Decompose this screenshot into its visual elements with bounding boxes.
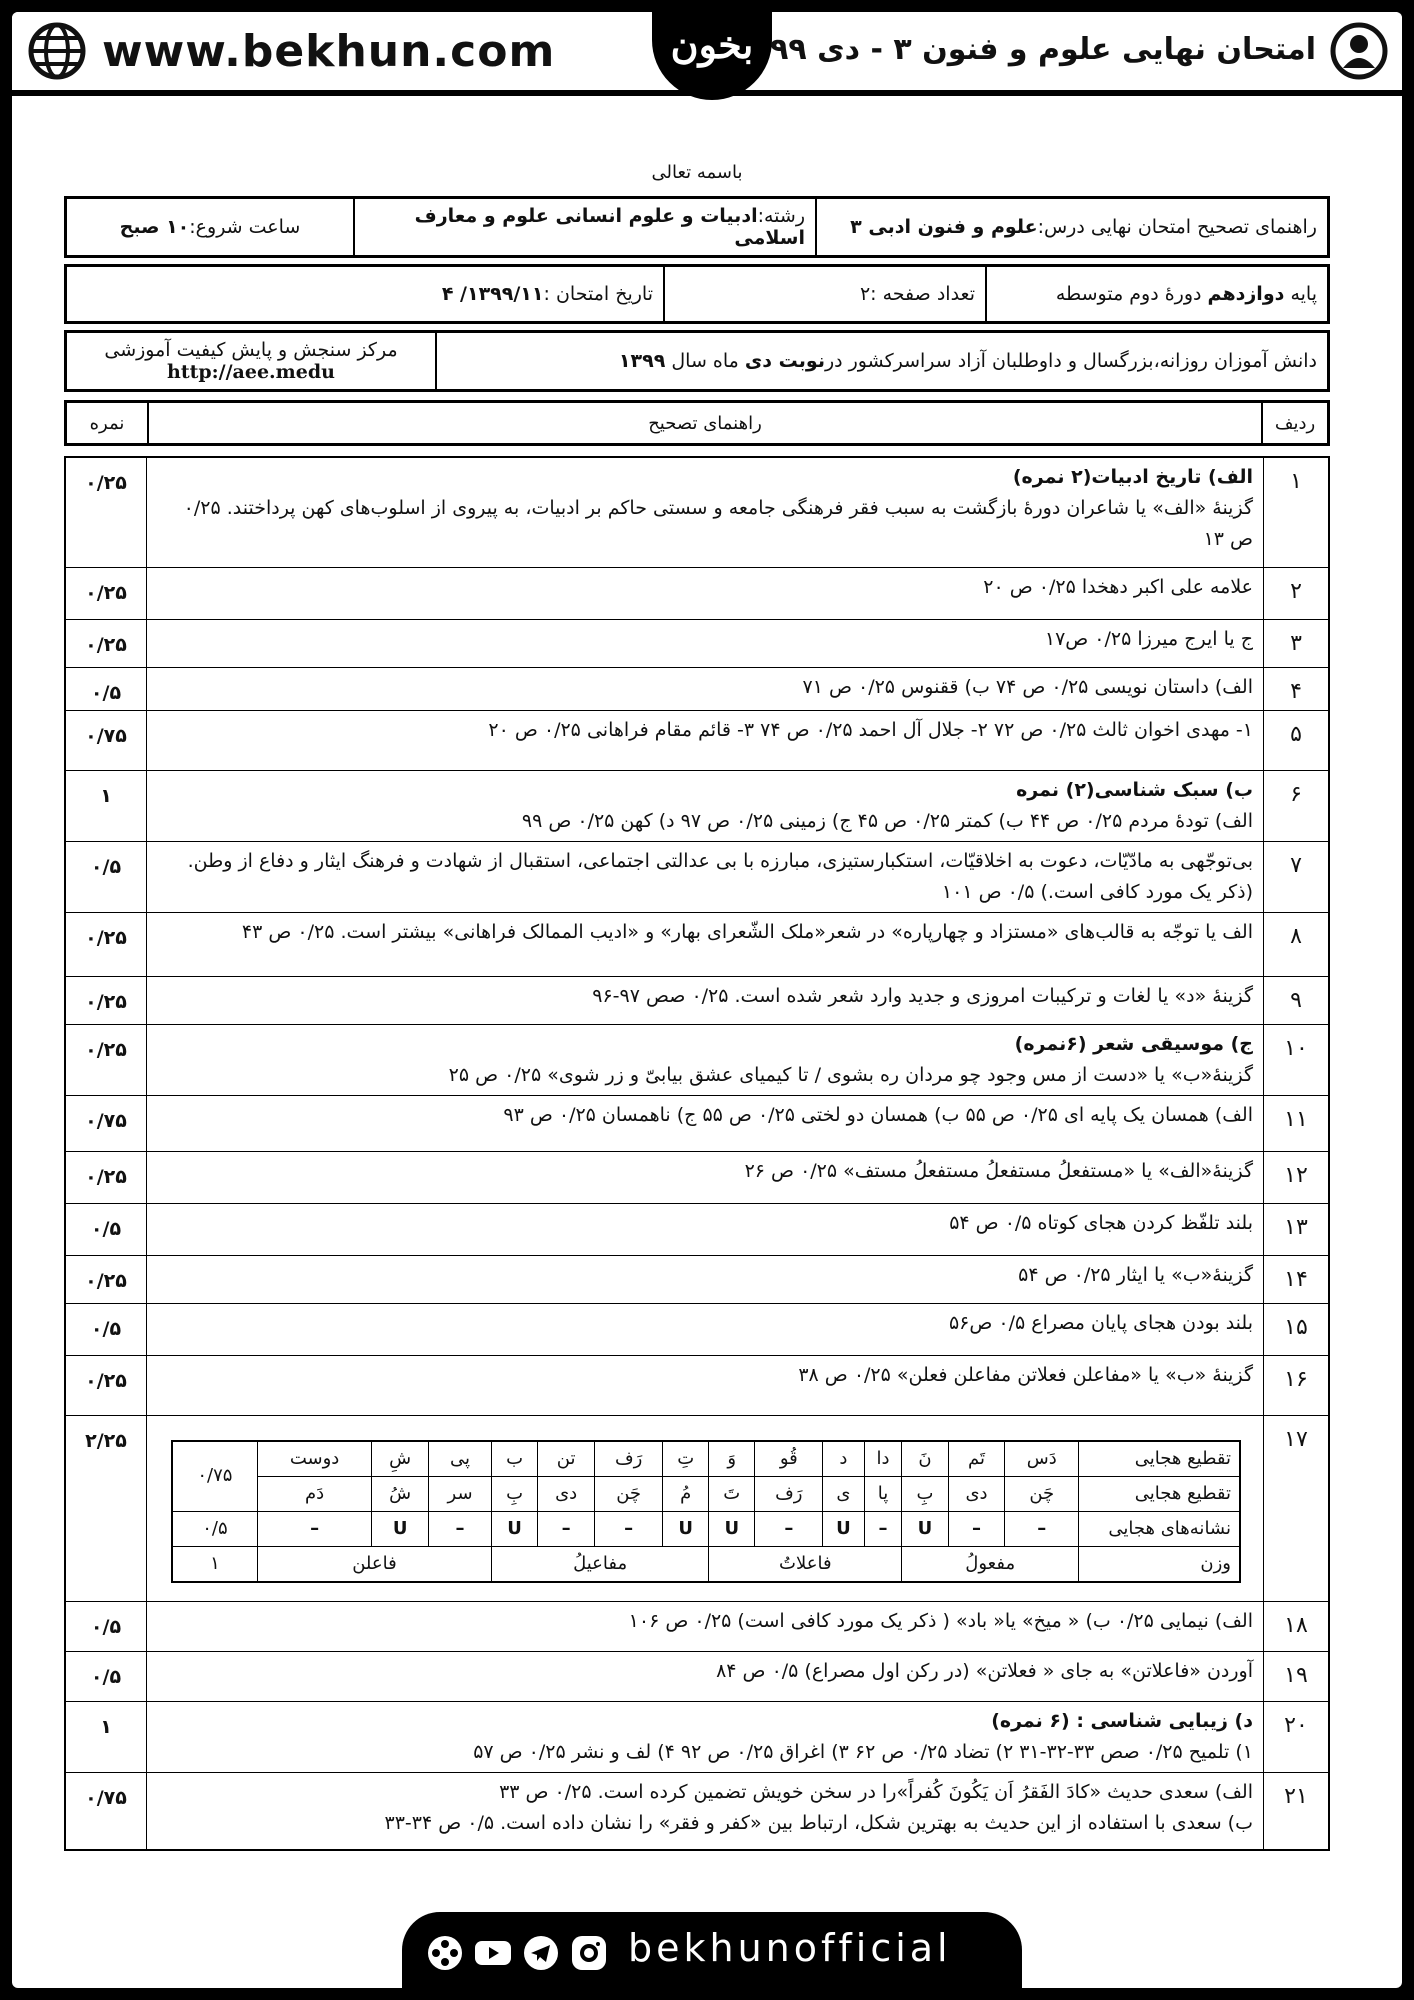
course-name: علوم و فنون ادبی ۳ xyxy=(850,216,1038,238)
row-number: ۲۰ xyxy=(1264,1701,1330,1772)
syllable-cell: د xyxy=(823,1441,864,1477)
answer-text: الف) تودهٔ مردم ۰/۲۵ ص ۴۴ ب) کمتر ۰/۲۵ ص ۴۵ ج) زمینی ۰/۲۵ ص ۹۷ د) کهن ۰/۲۵ ص ۹۹ xyxy=(521,809,1253,832)
row-text xyxy=(147,1151,1264,1203)
meter-foot: مفعولُ xyxy=(902,1546,1079,1582)
exam-info-table xyxy=(64,264,1330,324)
col-row: ردیف xyxy=(1262,402,1329,445)
answer-text: گزینهٔ«ب» یا «دست از مس وجود چو مردان ره بشوی / تا کیمیای عشق بیابیّ و زر شوی» ۰/۲۵ ص ۲۵ xyxy=(448,1063,1253,1086)
page xyxy=(12,12,1402,1988)
row-score: ۰/۲۵ xyxy=(65,1151,147,1203)
table-row xyxy=(65,1203,1329,1255)
table-row xyxy=(65,1255,1329,1303)
answer-text: الف) سعدی حدیث «کادَ الفَقرُ اَن یَکُونَ کُفراً»را در سخن خویش تضمین کرده است. ۰/۲۵ ص ۳۳ xyxy=(499,1780,1253,1803)
row-text xyxy=(147,1024,1264,1095)
answer-text: گزینهٔ «د» یا لغات و ترکیبات امروزی و جدید وارد شعر شده است. ۰/۲۵ صص ۹۷-۹۶ xyxy=(592,984,1253,1007)
row-number: ۱۳ xyxy=(1264,1203,1330,1255)
syllable-cell: مُ xyxy=(663,1476,709,1511)
syllable-cell: U xyxy=(663,1511,709,1546)
syllable-cell: رَف xyxy=(755,1476,823,1511)
answer-text: ب) سعدی با استفاده از این حدیث به بهترین شکل، ارتباط بین «کفر و فقر» را نشان داده است. ۰/۵ ص ۳۴-۳۳ xyxy=(384,1811,1253,1834)
table-row xyxy=(65,1024,1329,1095)
answer-text: علامه علی اکبر دهخدا ۰/۲۵ ص ۲۰ xyxy=(983,575,1253,598)
section-title: ب) سبک شناسی(۲) نمره xyxy=(1016,778,1253,801)
syllable-cell: شِ xyxy=(372,1441,429,1477)
row-score: ۰/۵ xyxy=(65,667,147,710)
youtube-icon[interactable] xyxy=(474,1934,512,1972)
course-cell: راهنمای تصحیح امتحان نهایی درس:علوم و فنون ادبی ۳ xyxy=(816,198,1329,257)
table-row xyxy=(65,912,1329,976)
row-number: ۱۰ xyxy=(1264,1024,1330,1095)
row-score: ۰/۲۵ xyxy=(65,912,147,976)
syllable-cell: بِ xyxy=(492,1476,538,1511)
syllable-cell: – xyxy=(864,1511,902,1546)
answer-text: گزینهٔ«ب» یا ایثار ۰/۲۵ ص ۵۴ xyxy=(1018,1263,1253,1286)
answer-text: بلند تلفّظ کردن هجای کوتاه ۰/۵ ص ۵۴ xyxy=(949,1211,1253,1234)
syllable-cell: – xyxy=(1005,1511,1079,1546)
brand-logo xyxy=(652,12,772,100)
syllable-cell: پا xyxy=(864,1476,902,1511)
film-reel-icon[interactable] xyxy=(426,1934,464,1972)
syllable-cell: قُو xyxy=(755,1441,823,1477)
row-score: ۰/۷۵ xyxy=(65,1772,147,1850)
instagram-icon[interactable] xyxy=(570,1934,608,1972)
row-text xyxy=(147,567,1264,619)
center-name: مرکز سنجش و پایش کیفیت آموزشی xyxy=(104,339,398,361)
exam-title: امتحان نهایی علوم و فنون ۳ - دی ۹۹ xyxy=(770,32,1316,67)
meter-foot: فاعلن xyxy=(257,1546,491,1582)
syllable-cell: چَن xyxy=(595,1476,663,1511)
syllable-cell: – xyxy=(948,1511,1005,1546)
row-text xyxy=(147,770,1264,841)
row-number: ۱۸ xyxy=(1264,1601,1330,1651)
syllable-cell: دَم xyxy=(257,1476,371,1511)
row-text xyxy=(147,1095,1264,1151)
syllable-cell: رَف xyxy=(595,1441,663,1477)
start-time-cell: ساعت شروع:۱۰ صبح xyxy=(66,198,355,257)
row-score: ۰/۲۵ xyxy=(65,1024,147,1095)
syllable-cell: دی xyxy=(948,1476,1005,1511)
syllable-cell: دَس xyxy=(1005,1441,1079,1477)
meter-foot: فاعلاتُ xyxy=(709,1546,902,1582)
table-row xyxy=(65,567,1329,619)
row-number: ۹ xyxy=(1264,976,1330,1024)
column-header xyxy=(64,400,1330,446)
syllable-cell: نَ xyxy=(902,1441,948,1477)
scansion-label: تقطیع هجایی xyxy=(1079,1476,1241,1511)
scansion-label: نشانه‌های هجایی xyxy=(1079,1511,1241,1546)
center-cell xyxy=(66,332,437,391)
table-row xyxy=(65,1355,1329,1415)
exam-date: ۱۳۹۹/۱۱/ ۴ xyxy=(441,283,544,305)
row-number: ۱۹ xyxy=(1264,1651,1330,1701)
row-score: ۰/۲۵ xyxy=(65,1255,147,1303)
answer-text: بلند بودن هجای پایان مصراع ۰/۵ ص۵۶ xyxy=(948,1311,1253,1334)
grade: دوازدهم xyxy=(1207,283,1285,305)
answer-text: الف یا توجّه به قالب‌های «مستزاد و چهارپاره» در شعر«ملک الشّعرای بهار» و «ادیب الممالک فراهانی» بیشتر است. ۰/۲۵ ص ۴۳ xyxy=(241,920,1253,943)
exam-header-table xyxy=(64,196,1330,258)
syllable-cell: تِ xyxy=(663,1441,709,1477)
scansion-score: ۰/۵ xyxy=(172,1511,257,1546)
row-number: ۱۷ xyxy=(1264,1415,1330,1601)
row-score: ۰/۲۵ xyxy=(65,457,147,567)
table-row xyxy=(65,1772,1329,1850)
syllable-cell: U xyxy=(902,1511,948,1546)
scansion-label: تقطیع هجایی xyxy=(1079,1441,1241,1477)
row-score: ۰/۲۵ xyxy=(65,567,147,619)
social-footer xyxy=(402,1912,1022,1988)
answer-text: الف) همسان یک پایه ای ۰/۲۵ ص ۵۵ ب) همسان دو لختی ۰/۲۵ ص ۵۵ ج) ناهمسان ۰/۲۵ ص ۹۳ xyxy=(503,1103,1253,1126)
exam-audience-table xyxy=(64,330,1330,392)
bismillah: باسمه تعالی xyxy=(651,162,743,183)
scansion-score: ۱ xyxy=(172,1546,257,1582)
syllable-cell: وَ xyxy=(709,1441,755,1477)
table-row xyxy=(65,710,1329,770)
row-number: ۵ xyxy=(1264,710,1330,770)
row-number: ۸ xyxy=(1264,912,1330,976)
field-name: ادبیات و علوم انسانی علوم و معارف اسلامی xyxy=(414,205,805,249)
row-number: ۱۶ xyxy=(1264,1355,1330,1415)
row-score: ۰/۷۵ xyxy=(65,710,147,770)
center-url[interactable]: http://aee.medu xyxy=(167,361,335,383)
syllable-cell: – xyxy=(595,1511,663,1546)
answer-text: آوردن «فاعلاتن» به جای « فعلاتن» (در رکن اول مصراع) ۰/۵ ص ۸۴ xyxy=(716,1659,1253,1682)
answer-text: ۱- مهدی اخوان ثالث ۰/۲۵ ص ۷۲ ۲- جلال آل احمد ۰/۲۵ ص ۷۴ ۳- قائم مقام فراهانی ۰/۲۵ ص ۲۰ xyxy=(488,718,1253,741)
table-row xyxy=(65,1601,1329,1651)
table-row xyxy=(65,770,1329,841)
syllable-cell: دا xyxy=(864,1441,902,1477)
table-row xyxy=(65,619,1329,667)
row-score: ۲/۲۵ xyxy=(65,1415,147,1601)
row-number: ۱۲ xyxy=(1264,1151,1330,1203)
pages-cell: تعداد صفحه :۲ xyxy=(664,266,986,323)
row-text xyxy=(147,1303,1264,1355)
row-score: ۰/۵ xyxy=(65,1651,147,1701)
row-number: ۴ xyxy=(1264,667,1330,710)
section-title: د) زیبایی شناسی : (۶ نمره) xyxy=(991,1709,1253,1732)
syllable-cell: شُ xyxy=(372,1476,429,1511)
row-text xyxy=(147,976,1264,1024)
table-row xyxy=(65,667,1329,710)
row-text xyxy=(147,710,1264,770)
row-score: ۰/۲۵ xyxy=(65,976,147,1024)
row-number: ۳ xyxy=(1264,619,1330,667)
col-guide: راهنمای تصحیح xyxy=(148,402,1262,445)
row-score: ۰/۵ xyxy=(65,1601,147,1651)
table-row xyxy=(65,1151,1329,1203)
row-score: ۰/۵ xyxy=(65,841,147,912)
answer-text: بی‌توجّهی به مادّیّات، دعوت به اخلاقیّات، استکبارستیزی، مبارزه با بی عدالتی اجتماعی، استقبال از شهادت و فرهنگ ایثار و دفاع از وطن. (ذکر یک مورد کافی است.) ۰/۵ ص ۱۰۱ xyxy=(187,849,1253,903)
syllable-cell: پی xyxy=(429,1441,492,1477)
scansion-score: ۰/۷۵ xyxy=(172,1441,257,1512)
social-handle[interactable]: bekhunofficial xyxy=(628,1926,952,1970)
row-score: ۰/۲۵ xyxy=(65,1355,147,1415)
row-text xyxy=(147,1701,1264,1772)
syllable-cell: بِ xyxy=(902,1476,948,1511)
answers-table xyxy=(64,456,1330,1851)
table-row xyxy=(65,1095,1329,1151)
table-row xyxy=(65,1651,1329,1701)
audience-cell: دانش آموزان روزانه،بزرگسال و داوطلبان آزاد سراسرکشور درنوبت دی ماه سال ۱۳۹۹ xyxy=(436,332,1329,391)
syllable-cell: چَن xyxy=(1005,1476,1079,1511)
syllable-cell: دی xyxy=(538,1476,595,1511)
row-number: ۱ xyxy=(1264,457,1330,567)
grade-cell: پایه دوازدهم دورهٔ دوم متوسطه xyxy=(986,266,1329,323)
answer-text: الف) داستان نویسی ۰/۲۵ ص ۷۴ ب) ققنوس ۰/۲۵ ص ۷۱ xyxy=(802,675,1253,698)
section-title: الف) تاریخ ادبیات(۲ نمره) xyxy=(1012,466,1253,488)
syllable-cell: – xyxy=(429,1511,492,1546)
row-number: ۷ xyxy=(1264,841,1330,912)
row-text xyxy=(147,841,1264,912)
row-text xyxy=(147,1772,1264,1850)
syllable-cell: ب xyxy=(492,1441,538,1477)
row-text xyxy=(147,1415,1264,1601)
table-row xyxy=(65,1303,1329,1355)
syllable-cell: تَم xyxy=(948,1441,1005,1477)
logo-text: بخون xyxy=(670,22,754,67)
row-text xyxy=(147,1651,1264,1701)
scansion-table xyxy=(171,1440,1241,1583)
row-text xyxy=(147,1355,1264,1415)
syllable-cell: U xyxy=(492,1511,538,1546)
row-number: ۶ xyxy=(1264,770,1330,841)
telegram-icon[interactable] xyxy=(522,1934,560,1972)
syllable-cell: دوست xyxy=(257,1441,371,1477)
syllable-cell: – xyxy=(257,1511,371,1546)
date-cell: تاریخ امتحان :۱۳۹۹/۱۱/ ۴ xyxy=(66,266,665,323)
row-text xyxy=(147,667,1264,710)
answer-text: الف) نیمایی ۰/۲۵ ب) « میخ» یا« باد» ( ذکر یک مورد کافی است) ۰/۲۵ ص ۱۰۶ xyxy=(628,1609,1253,1632)
row-number: ۱۴ xyxy=(1264,1255,1330,1303)
col-score: نمره xyxy=(66,402,149,445)
top-banner xyxy=(12,12,1402,96)
syllable-cell: U xyxy=(709,1511,755,1546)
user-icon xyxy=(1330,22,1388,80)
start-time: ۱۰ صبح xyxy=(119,216,190,238)
row-score: ۰/۷۵ xyxy=(65,1095,147,1151)
table-row xyxy=(65,1415,1329,1601)
globe-icon xyxy=(28,22,86,80)
row-score: ۱ xyxy=(65,1701,147,1772)
row-score: ۰/۵ xyxy=(65,1303,147,1355)
field-cell: رشته:ادبیات و علوم انسانی علوم و معارف اسلامی xyxy=(354,198,816,257)
row-score: ۰/۲۵ xyxy=(65,619,147,667)
row-number: ۲۱ xyxy=(1264,1772,1330,1850)
site-url[interactable]: www.bekhun.com xyxy=(102,26,556,77)
syllable-cell: U xyxy=(823,1511,864,1546)
row-number: ۲ xyxy=(1264,567,1330,619)
syllable-cell: U xyxy=(372,1511,429,1546)
row-number: ۱۵ xyxy=(1264,1303,1330,1355)
row-score: ۱ xyxy=(65,770,147,841)
meter-foot: مفاعیلُ xyxy=(492,1546,709,1582)
answer-text: گزینهٔ«الف» یا «مستفعلُ مستفعلُ مستفعلُ مستف» ۰/۲۵ ص ۲۶ xyxy=(744,1159,1253,1182)
table-row xyxy=(65,457,1329,567)
row-text xyxy=(147,1255,1264,1303)
row-text xyxy=(147,619,1264,667)
syllable-cell: – xyxy=(538,1511,595,1546)
table-row xyxy=(65,841,1329,912)
syllable-cell: تَ xyxy=(709,1476,755,1511)
answer-text: گزینهٔ «ب» یا «مفاعلن فعلاتن مفاعلن فعلن» ۰/۲۵ ص ۳۸ xyxy=(798,1363,1253,1386)
table-row xyxy=(65,976,1329,1024)
row-text xyxy=(147,1203,1264,1255)
answer-key xyxy=(64,162,1330,1851)
syllable-cell: تن xyxy=(538,1441,595,1477)
syllable-cell: – xyxy=(755,1511,823,1546)
section-title: ج) موسیقی شعر (۶نمره) xyxy=(1014,1032,1253,1055)
row-text xyxy=(147,1601,1264,1651)
answer-text: ج یا ایرج میرزا ۰/۲۵ ص۱۷ xyxy=(1044,627,1253,650)
row-score: ۰/۵ xyxy=(65,1203,147,1255)
syllable-cell: ی xyxy=(823,1476,864,1511)
syllable-cell: سر xyxy=(429,1476,492,1511)
answer-text: گزینهٔ «الف» یا شاعران دورهٔ بازگشت به سبب فقر فرهنگی جامعه و سستی حاکم بر ادبیات، به پیروی از اسلوب‌های کهن پرداختند. ۰/۲۵ ص ۱۳ xyxy=(183,497,1253,550)
scansion-label: وزن xyxy=(1079,1546,1241,1582)
row-number: ۱۱ xyxy=(1264,1095,1330,1151)
row-text xyxy=(147,457,1264,567)
answer-text: ۱) تلمیح ۰/۲۵ صص ۳۳-۳۲-۳۱ ۲) تضاد ۰/۲۵ ص ۶۲ ۳) اغراق ۰/۲۵ ص ۹۲ ۴) لف و نشر ۰/۲۵ ص ۵۷ xyxy=(473,1740,1253,1763)
table-row xyxy=(65,1701,1329,1772)
row-text xyxy=(147,912,1264,976)
